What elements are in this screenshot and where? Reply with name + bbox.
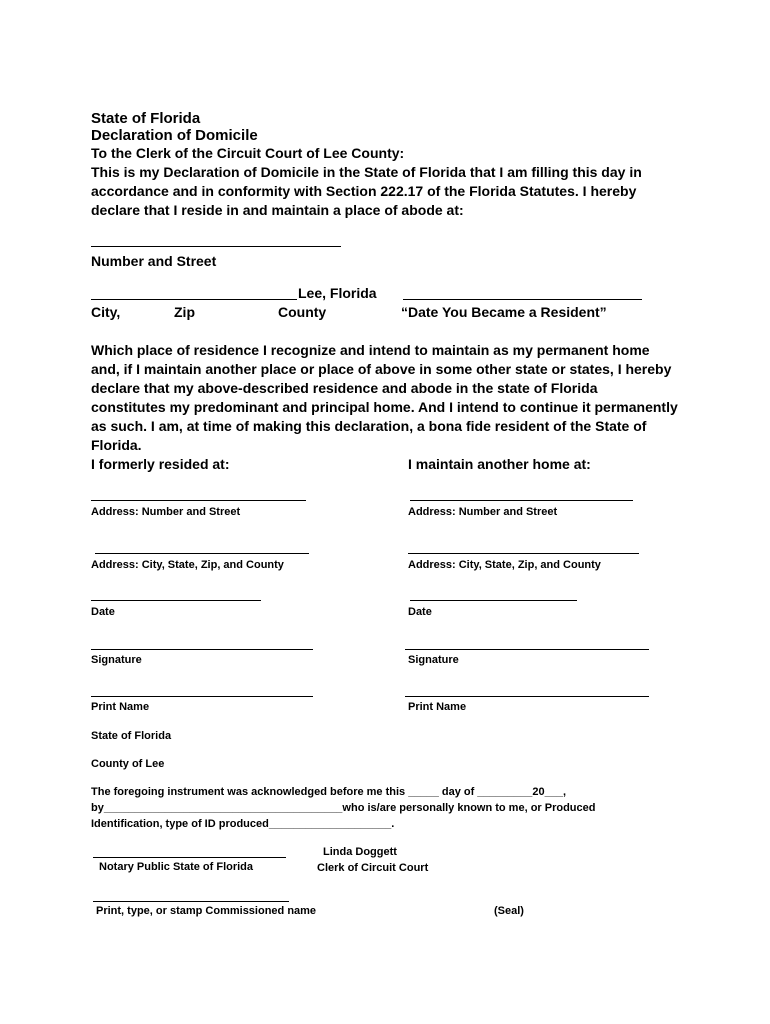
- left-street-label: Address: Number and Street: [91, 506, 241, 518]
- left-street-blank[interactable]: [91, 500, 306, 501]
- declaration-line-6: Florida.: [91, 437, 142, 453]
- clerk-title: Clerk of Circuit Court: [317, 862, 429, 874]
- notary-county-label: County of: [91, 758, 146, 770]
- zip-label: Zip: [174, 304, 195, 320]
- formerly-resided-heading: I formerly resided at:: [91, 456, 230, 472]
- right-city-label: Address: City, State, Zip, and County: [408, 559, 601, 571]
- number-street-blank[interactable]: [91, 246, 341, 247]
- intro-lead: This is my: [91, 164, 164, 180]
- right-street-blank[interactable]: [410, 500, 633, 501]
- intro-line-1: [91, 163, 642, 182]
- left-print-name-label: Print Name: [91, 701, 150, 713]
- left-print-name-blank[interactable]: [91, 696, 313, 697]
- right-date-blank[interactable]: [410, 600, 577, 601]
- intro-line-3: declare that I reside in and maintain a place of abode at:: [91, 202, 464, 218]
- notary-signature-blank[interactable]: [93, 857, 286, 858]
- county-label: County: [278, 304, 327, 320]
- right-street-label: Address: Number and Street: [408, 506, 558, 518]
- declaration-line-3: declare that my above-described residence and abode in the state of Florida: [91, 380, 598, 396]
- notary-state-label: State of: [91, 730, 135, 742]
- right-date-label: Date: [408, 606, 432, 618]
- right-signature-label: Signature: [408, 654, 459, 666]
- seal-label: (Seal): [494, 905, 524, 917]
- declaration-line-2: and, if I maintain another place or place of above in some other state or states, I hereby: [91, 361, 672, 377]
- left-date-blank[interactable]: [91, 600, 261, 601]
- date-resident-blank[interactable]: [403, 299, 642, 300]
- form-title: State of Florida: [91, 110, 201, 127]
- form-subtitle: Declaration of Domicile: [91, 127, 258, 144]
- notary-county: [91, 758, 164, 770]
- notary-public-label: Notary Public State of Florida: [99, 861, 254, 873]
- city-label: City,: [91, 304, 121, 320]
- notary-state-value: Florida: [134, 730, 172, 742]
- left-date-label: Date: [91, 606, 115, 618]
- right-city-blank[interactable]: [408, 553, 639, 554]
- left-city-label: Address: City, State, Zip, and County: [91, 559, 284, 571]
- intro-emphasis: Declaration of Domicile in the State of Florida: [163, 164, 466, 180]
- clerk-name: Linda Doggett: [323, 846, 397, 858]
- notary-county-value: Lee: [145, 758, 165, 770]
- acknowledgment-line-1: The foregoing instrument was acknowledged before me this _____ day of _________20___,: [91, 786, 567, 798]
- intro-line1-rest: that I am filling this day in: [465, 164, 642, 180]
- left-signature-blank[interactable]: [91, 649, 313, 650]
- declaration-line-1: Which place of residence I recognize and intend to maintain as my permanent home: [91, 342, 650, 358]
- acknowledgment-line-3: Identification, type of ID produced____________________.: [91, 818, 395, 830]
- acknowledgment-line-2: by_______________________________________who is/are personally known to me, or Produced: [91, 802, 596, 814]
- declaration-line-5: as such. I am, at time of making this declaration, a bona fide resident of the State of: [91, 418, 647, 434]
- addressee-line: To the Clerk of the Circuit Court of Lee County:: [91, 145, 405, 161]
- commissioned-name-label: Print, type, or stamp Commissioned name: [96, 905, 317, 917]
- left-signature-label: Signature: [91, 654, 142, 666]
- right-print-name-blank[interactable]: [405, 696, 649, 697]
- right-print-name-label: Print Name: [408, 701, 467, 713]
- county-value: Lee, Florida: [298, 285, 377, 301]
- intro-line-2: accordance and in conformity with Section 222.17 of the Florida Statutes. I hereby: [91, 183, 637, 199]
- declaration-line-4: constitutes my predominant and principal home. And I intend to continue it permanently: [91, 399, 678, 415]
- date-resident-label: “Date You Became a Resident”: [401, 304, 607, 320]
- right-signature-blank[interactable]: [405, 649, 649, 650]
- city-zip-blank[interactable]: [91, 299, 297, 300]
- number-street-label: Number and Street: [91, 253, 217, 269]
- commissioned-name-blank[interactable]: [93, 901, 289, 902]
- another-home-heading: I maintain another home at:: [408, 456, 591, 472]
- notary-state: [91, 730, 171, 742]
- left-city-blank[interactable]: [95, 553, 309, 554]
